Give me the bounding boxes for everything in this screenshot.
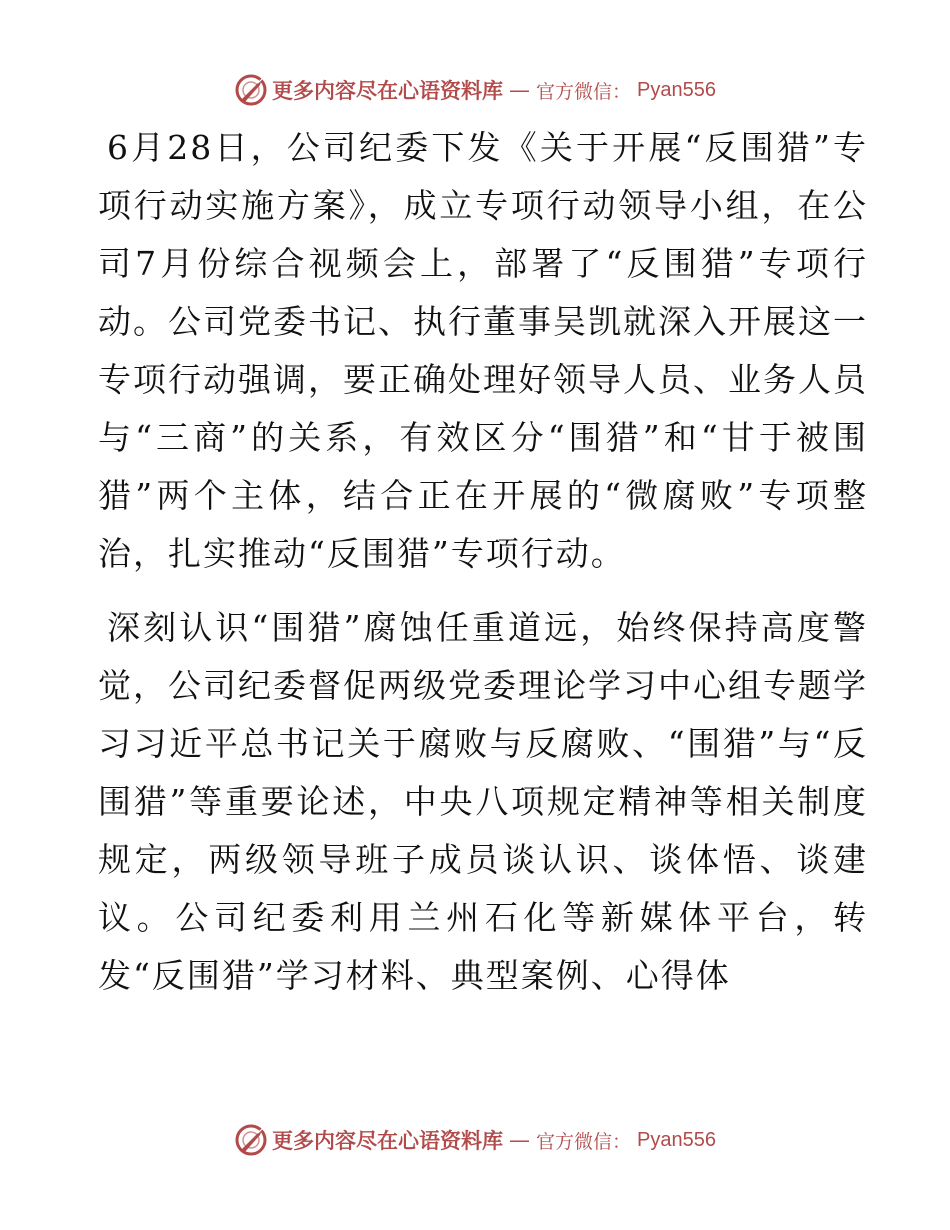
banner-wechat-id: Pyan556 [637, 1128, 716, 1151]
banner-dash: — [509, 78, 530, 102]
document-body [98, 119, 868, 1005]
banner-dash: — [509, 1128, 530, 1152]
banner-main-text: 更多内容尽在心语资料库 [272, 1128, 503, 1153]
footer-banner [0, 1120, 950, 1160]
header-banner [0, 70, 950, 110]
banner-wechat-id: Pyan556 [637, 78, 716, 101]
paragraph-2: 深刻认识“围猎”腐蚀任重道远，始终保持高度警觉，公司纪委督促两级党委理论学习中心组专题学习习近平总书记关于腐败与反腐败、“围猎”与“反围猎”等重要论述，中央八项规定精神等相关制度规定，两级领导班子成员谈认识、谈体悟、谈建议。公司纪委利用兰州石化等新媒体平台，转发“反围猎”学习材料、典型案例、心得体 [98, 608, 868, 995]
pen-logo-icon [234, 73, 268, 107]
paragraph-1: 6月28日，公司纪委下发《关于开展“反围猎”专项行动实施方案》，成立专项行动领导小组，在公司7月份综合视频会上，部署了“反围猎”专项行动。公司党委书记、执行董事吴凯就深入开展这一专项行动强调，要正确处理好领导人员、业务人员与“三商”的关系，有效区分“围猎”和“甘于被围猎”两个主体，结合正在开展的“微腐败”专项整治，扎实推动“反围猎”专项行动。 [98, 128, 868, 573]
banner-wechat-label: 官方微信： [536, 1130, 632, 1153]
banner-main-text: 更多内容尽在心语资料库 [272, 78, 503, 103]
pen-logo-icon [234, 1123, 268, 1157]
banner-wechat-label: 官方微信： [536, 80, 632, 103]
